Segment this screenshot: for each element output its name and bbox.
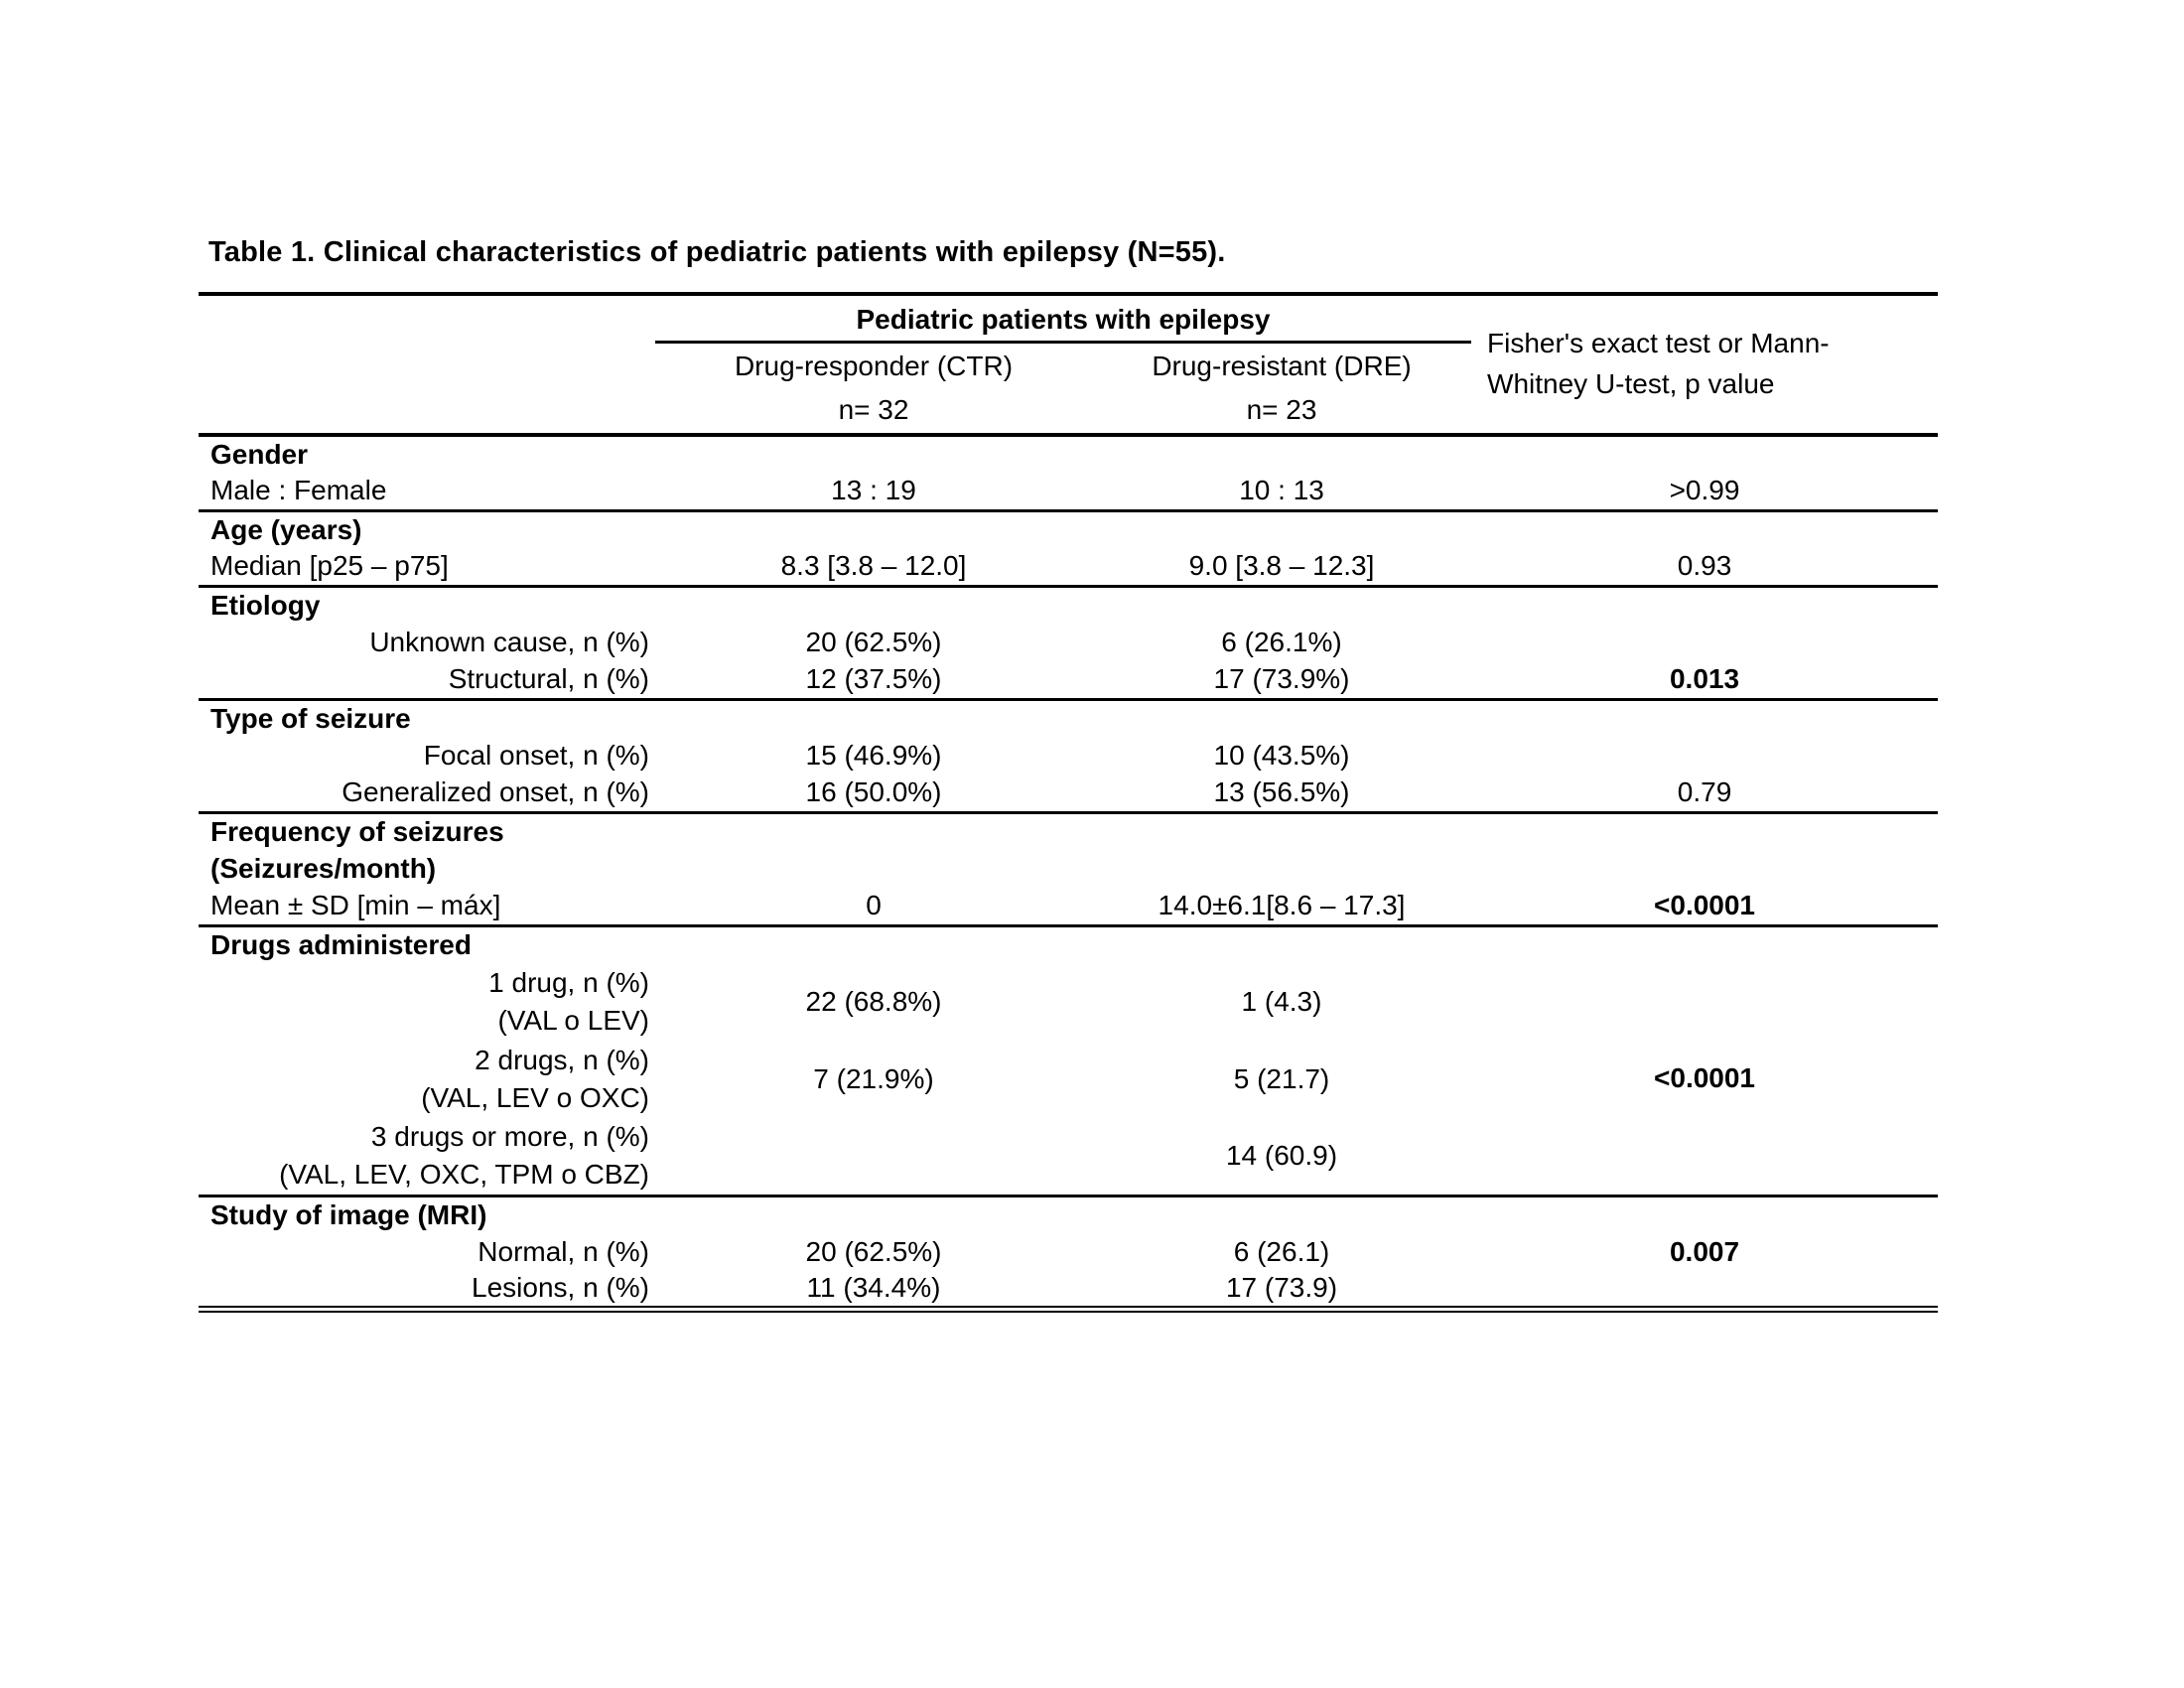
row-male-female xyxy=(199,473,1938,510)
row-label: Mean ± SD [min – máx] xyxy=(210,890,501,921)
ctr-value: 22 (68.8%) xyxy=(805,986,942,1017)
clinical-characteristics-table xyxy=(199,292,1938,1313)
row-mri-lesions xyxy=(199,1271,1938,1309)
dre-value: 1 (4.3) xyxy=(1241,986,1322,1017)
p-value xyxy=(1471,1271,1938,1309)
header-empty-cell xyxy=(199,294,655,342)
dre-value: 6 (26.1%) xyxy=(1221,627,1342,657)
row-label xyxy=(199,1041,655,1118)
row-label xyxy=(199,963,655,1041)
section-header-mri: Study of image (MRI) xyxy=(199,1196,1938,1233)
ctr-value: 0 xyxy=(866,890,882,921)
ctr-value xyxy=(655,1118,1092,1196)
ctr-value: 8.3 [3.8 – 12.0] xyxy=(780,550,967,582)
section-header-frequency-line1: Frequency of seizures xyxy=(199,812,1938,850)
row-one-drug xyxy=(199,963,1938,1041)
dre-value: 10 : 13 xyxy=(1239,475,1324,506)
row-label-line1: 1 drug, n (%) xyxy=(488,967,649,999)
section-header-seizure-type: Type of seizure xyxy=(199,699,1938,737)
row-label-line2: (VAL o LEV) xyxy=(497,1005,649,1036)
p-value xyxy=(1471,737,1938,774)
header-ctr-title: Drug-responder (CTR) xyxy=(734,351,1014,382)
dre-value: 14.0±6.1[8.6 – 17.3] xyxy=(1158,890,1406,921)
row-generalized-onset xyxy=(199,774,1938,812)
ctr-value: 13 : 19 xyxy=(831,475,916,506)
header-dre-title: Drug-resistant (DRE) xyxy=(1152,351,1412,382)
dre-value: 17 (73.9) xyxy=(1092,1271,1471,1309)
section-header-etiology: Etiology xyxy=(199,586,1938,624)
header-ptest xyxy=(1471,294,1938,435)
header-ctr xyxy=(655,342,1092,435)
row-label: Normal, n (%) xyxy=(478,1236,649,1267)
row-structural xyxy=(199,661,1938,699)
dre-value: 13 (56.5%) xyxy=(1213,776,1350,808)
row-label: Lesions, n (%) xyxy=(199,1271,655,1309)
header-spanner: Pediatric patients with epilepsy xyxy=(655,294,1471,342)
row-mean-sd xyxy=(199,888,1938,925)
ctr-value: 12 (37.5%) xyxy=(805,663,942,695)
row-unknown-cause xyxy=(199,624,1938,661)
row-label-line2: (VAL, LEV o OXC) xyxy=(421,1082,649,1113)
ctr-value: 7 (21.9%) xyxy=(813,1063,934,1094)
header-ctr-n: n= 32 xyxy=(838,393,909,425)
ctr-value: 20 (62.5%) xyxy=(805,627,942,657)
row-label-line2: (VAL, LEV, OXC, TPM o CBZ) xyxy=(279,1159,649,1191)
p-value: >0.99 xyxy=(1669,475,1740,506)
header-ptest-line2: Whitney U-test, p value xyxy=(1487,368,1775,399)
row-label: Generalized onset, n (%) xyxy=(341,776,649,808)
row-label xyxy=(199,1118,655,1196)
section-header-age: Age (years) xyxy=(199,510,1938,548)
page-title: Table 1. Clinical characteristics of pediatric patients with epilepsy (N=55). xyxy=(208,236,1226,268)
p-value: 0.93 xyxy=(1677,550,1732,582)
ctr-value: 11 (34.4%) xyxy=(655,1271,1092,1309)
row-focal-onset xyxy=(199,737,1938,774)
row-label: Structural, n (%) xyxy=(448,663,649,695)
header-dre xyxy=(1092,342,1471,435)
p-value: 0.79 xyxy=(1677,776,1732,808)
dre-value: 14 (60.9) xyxy=(1225,1140,1338,1172)
p-value: 0.007 xyxy=(1669,1236,1740,1267)
section-header-drugs: Drugs administered xyxy=(199,925,1938,963)
row-label-line1: 3 drugs or more, n (%) xyxy=(370,1121,649,1153)
dre-value: 17 (73.9%) xyxy=(1213,663,1350,695)
dre-value: 9.0 [3.8 – 12.3] xyxy=(1188,550,1375,582)
p-value: 0.013 xyxy=(1669,663,1740,695)
ctr-value: 16 (50.0%) xyxy=(805,776,942,808)
dre-value: 5 (21.7) xyxy=(1233,1063,1330,1094)
p-value: <0.0001 xyxy=(1654,1062,1756,1094)
p-value xyxy=(1471,624,1938,661)
dre-value: 6 (26.1) xyxy=(1233,1236,1330,1267)
row-label: Male : Female xyxy=(210,475,387,506)
header-empty-cell xyxy=(199,342,655,435)
row-mri-normal xyxy=(199,1233,1938,1271)
row-label-line1: 2 drugs, n (%) xyxy=(475,1045,649,1076)
header-ptest-line1: Fisher's exact test or Mann- xyxy=(1487,328,1830,359)
section-header-frequency-line2: (Seizures/month) xyxy=(210,853,437,884)
header-dre-n: n= 23 xyxy=(1246,393,1317,425)
row-label: Median [p25 – p75] xyxy=(210,550,449,582)
ctr-value: 15 (46.9%) xyxy=(805,740,942,771)
row-median-age xyxy=(199,548,1938,586)
section-header-gender: Gender xyxy=(210,439,309,470)
p-value: <0.0001 xyxy=(1654,890,1756,921)
ctr-value: 20 (62.5%) xyxy=(805,1236,942,1267)
row-label: Unknown cause, n (%) xyxy=(369,627,649,657)
row-label: Focal onset, n (%) xyxy=(423,740,649,771)
dre-value: 10 (43.5%) xyxy=(1213,740,1350,771)
